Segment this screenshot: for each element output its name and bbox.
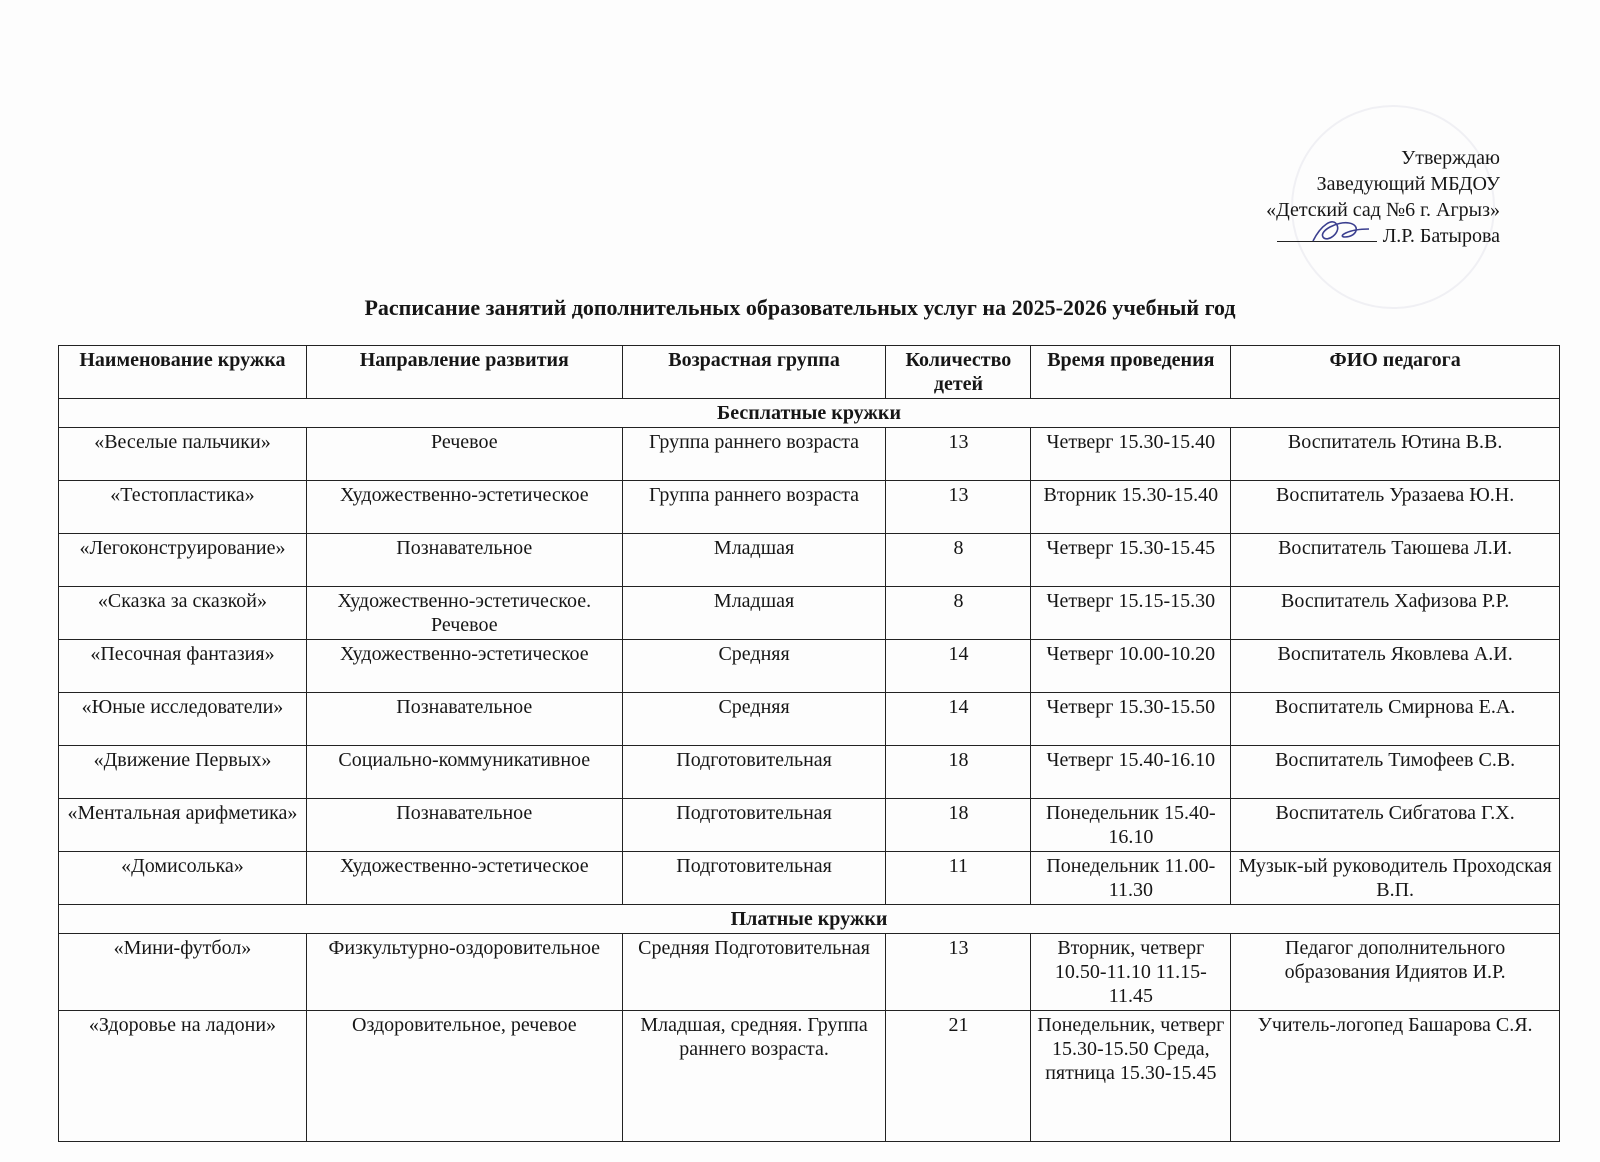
table-row: [59, 534, 1560, 587]
cell-time: Четверг 15.30-15.40: [1031, 428, 1231, 481]
cell-count: 21: [886, 1011, 1031, 1142]
cell-direction: Оздоровительное, речевое: [306, 1011, 622, 1142]
cell-time: Вторник, четверг 10.50-11.10 11.15-11.45: [1031, 934, 1231, 1011]
cell-teacher: Воспитатель Таюшева Л.И.: [1231, 534, 1560, 587]
section-row-paid: [59, 905, 1560, 934]
cell-teacher: Воспитатель Ютина В.В.: [1231, 428, 1560, 481]
cell-name: «Мини-футбол»: [59, 934, 307, 1011]
section-row-free: [59, 399, 1560, 428]
cell-count: 18: [886, 799, 1031, 852]
cell-group: Подготовительная: [622, 746, 886, 799]
cell-teacher: Учитель-логопед Башарова С.Я.: [1231, 1011, 1560, 1142]
cell-name: «Движение Первых»: [59, 746, 307, 799]
cell-teacher: Воспитатель Уразаева Ю.Н.: [1231, 481, 1560, 534]
cell-name: «Тестопластика»: [59, 481, 307, 534]
cell-group: Младшая, средняя. Группа раннего возраста.: [622, 1011, 886, 1142]
cell-name: «Ментальная арифметика»: [59, 799, 307, 852]
cell-count: 13: [886, 481, 1031, 534]
cell-teacher: Воспитатель Тимофеев С.В.: [1231, 746, 1560, 799]
approval-block: [1266, 145, 1500, 249]
cell-group: Группа раннего возраста: [622, 428, 886, 481]
cell-count: 11: [886, 852, 1031, 905]
cell-group: Младшая: [622, 587, 886, 640]
cell-direction: Художественно-эстетическое: [306, 640, 622, 693]
table-row: [59, 746, 1560, 799]
cell-teacher: Воспитатель Хафизова Р.Р.: [1231, 587, 1560, 640]
header-direction: Направление развития: [306, 346, 622, 399]
cell-direction: Познавательное: [306, 799, 622, 852]
table-row: [59, 587, 1560, 640]
cell-count: 18: [886, 746, 1031, 799]
header-group: Возрастная группа: [622, 346, 886, 399]
cell-group: Подготовительная: [622, 852, 886, 905]
table-row: [59, 481, 1560, 534]
cell-group: Группа раннего возраста: [622, 481, 886, 534]
cell-group: Младшая: [622, 534, 886, 587]
cell-direction: Художественно-эстетическое. Речевое: [306, 587, 622, 640]
cell-group: Подготовительная: [622, 799, 886, 852]
cell-count: 14: [886, 693, 1031, 746]
cell-group: Средняя: [622, 693, 886, 746]
document-title: Расписание занятий дополнительных образовательных услуг на 2025-2026 учебный год: [364, 295, 1236, 320]
cell-count: 8: [886, 587, 1031, 640]
cell-teacher: Музык-ый руководитель Проходская В.П.: [1231, 852, 1560, 905]
signature-icon: [1307, 215, 1377, 247]
signature-line: [1277, 223, 1500, 249]
cell-group: Средняя Подготовительная: [622, 934, 886, 1011]
section-title: Бесплатные кружки: [59, 399, 1560, 428]
approval-line-1: Утверждаю: [1401, 147, 1500, 169]
cell-teacher: Воспитатель Сибгатова Г.Х.: [1231, 799, 1560, 852]
header-count: Количество детей: [886, 346, 1031, 399]
cell-time: Понедельник, четверг 15.30-15.50 Среда, пятница 15.30-15.45: [1031, 1011, 1231, 1142]
schedule-table: [58, 345, 1560, 1142]
table-row: [59, 852, 1560, 905]
cell-name: «Легоконструирование»: [59, 534, 307, 587]
cell-teacher: Воспитатель Смирнова Е.А.: [1231, 693, 1560, 746]
cell-count: 14: [886, 640, 1031, 693]
cell-time: Четверг 15.30-15.45: [1031, 534, 1231, 587]
cell-direction: Познавательное: [306, 534, 622, 587]
cell-direction: Художественно-эстетическое: [306, 852, 622, 905]
cell-name: «Домисолька»: [59, 852, 307, 905]
cell-name: «Песочная фантазия»: [59, 640, 307, 693]
cell-direction: Художественно-эстетическое: [306, 481, 622, 534]
cell-name: «Веселые пальчики»: [59, 428, 307, 481]
cell-direction: Социально-коммуникативное: [306, 746, 622, 799]
table-row: [59, 1011, 1560, 1142]
table-row: [59, 799, 1560, 852]
cell-direction: Познавательное: [306, 693, 622, 746]
table-row: [59, 934, 1560, 1011]
signature-blank: [1277, 223, 1377, 242]
cell-time: Четверг 15.30-15.50: [1031, 693, 1231, 746]
cell-time: Четверг 10.00-10.20: [1031, 640, 1231, 693]
cell-name: «Здоровье на ладони»: [59, 1011, 307, 1142]
cell-count: 13: [886, 428, 1031, 481]
table-row: [59, 693, 1560, 746]
cell-count: 8: [886, 534, 1031, 587]
cell-time: Четверг 15.15-15.30: [1031, 587, 1231, 640]
cell-time: Понедельник 11.00-11.30: [1031, 852, 1231, 905]
cell-group: Средняя: [622, 640, 886, 693]
cell-teacher: Воспитатель Яковлева А.И.: [1231, 640, 1560, 693]
header-teacher: ФИО педагога: [1231, 346, 1560, 399]
header-name: Наименование кружка: [59, 346, 307, 399]
cell-name: «Юные исследователи»: [59, 693, 307, 746]
cell-time: Четверг 15.40-16.10: [1031, 746, 1231, 799]
section-title: Платные кружки: [59, 905, 1560, 934]
cell-name: «Сказка за сказкой»: [59, 587, 307, 640]
signer-name: Л.Р. Батырова: [1382, 225, 1500, 247]
header-time: Время проведения: [1031, 346, 1231, 399]
cell-time: Понедельник 15.40-16.10: [1031, 799, 1231, 852]
approval-line-2: Заведующий МБДОУ: [1316, 173, 1500, 195]
cell-teacher: Педагог дополнительного образования Идиятов И.Р.: [1231, 934, 1560, 1011]
table-row: [59, 640, 1560, 693]
cell-direction: Физкультурно-оздоровительное: [306, 934, 622, 1011]
table-row: [59, 428, 1560, 481]
table-header-row: [59, 346, 1560, 399]
cell-direction: Речевое: [306, 428, 622, 481]
approval-line-3: «Детский сад №6 г. Агрыз»: [1266, 199, 1500, 221]
cell-count: 13: [886, 934, 1031, 1011]
cell-time: Вторник 15.30-15.40: [1031, 481, 1231, 534]
